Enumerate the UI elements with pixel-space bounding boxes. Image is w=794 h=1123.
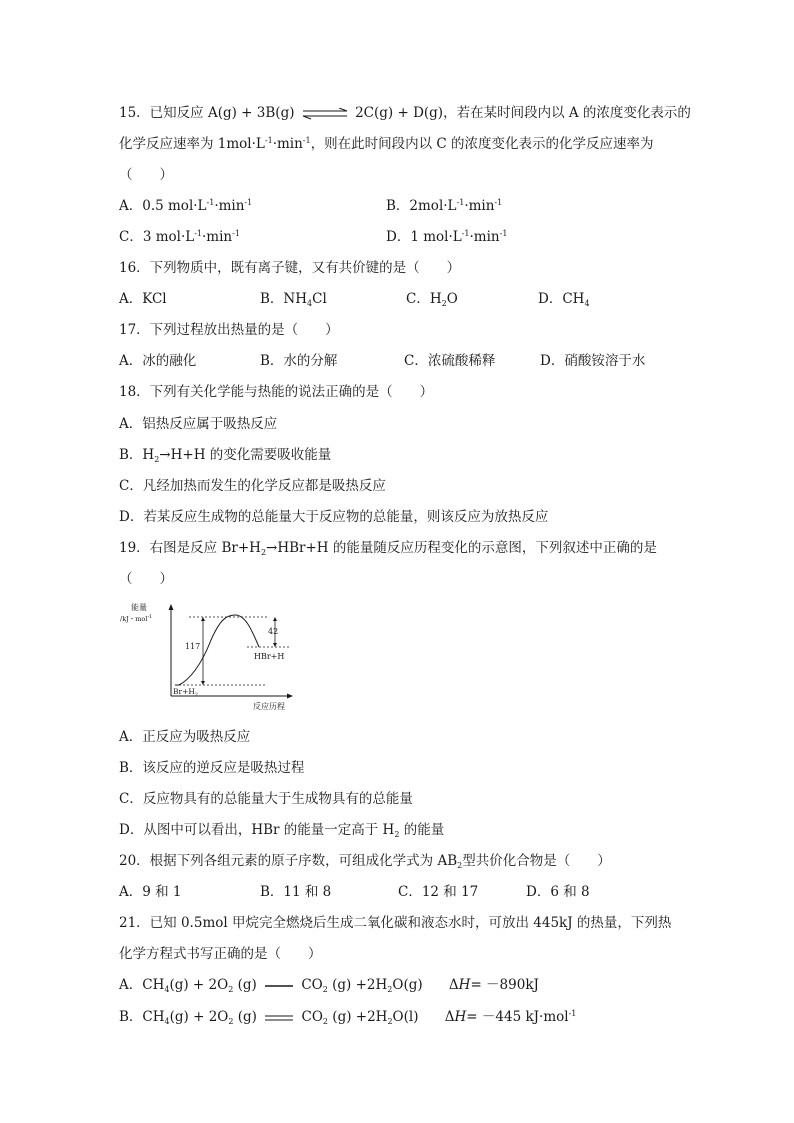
subscript: 2 xyxy=(387,985,393,994)
option-text: B．H xyxy=(119,447,155,463)
q15-option-d[interactable] xyxy=(386,229,507,245)
enthalpy-value: = －445 kJ·mol xyxy=(466,1009,569,1025)
option-text: D．1 mol·L xyxy=(386,229,462,245)
q19-option-a[interactable]: A．正反应为吸热反应 xyxy=(119,729,251,745)
superscript: -1 xyxy=(568,1009,577,1018)
q16-option-a[interactable]: A．KCl xyxy=(119,291,167,307)
delta-h: ΔH xyxy=(448,977,471,993)
q15-line-2 xyxy=(119,136,654,152)
x-axis-label: 反应历程 xyxy=(253,702,285,711)
q21-option-a[interactable] xyxy=(119,977,539,993)
q15-text: 15．已知反应 A(g) + 3B(g) xyxy=(119,105,295,121)
option-text: C．H xyxy=(406,291,442,307)
reactant-text: Br+H xyxy=(173,687,195,696)
q20-option-b[interactable]: B．11 和 8 xyxy=(260,884,332,900)
option-text: A．CH xyxy=(119,977,165,993)
superscript: -1 xyxy=(194,229,203,238)
subscript: 4 xyxy=(584,299,590,308)
q19-option-c[interactable]: C．反应物具有的总能量大于生成物具有的总能量 xyxy=(119,791,413,807)
equals-sign-icon xyxy=(261,1014,297,1022)
q19-option-d[interactable] xyxy=(119,822,444,838)
q20-text: 型共价化合物是（ ） xyxy=(462,853,611,869)
option-text: ·min xyxy=(202,229,233,245)
option-text: (g) + 2O xyxy=(169,1009,229,1025)
y-axis-label: 能量 xyxy=(131,603,147,612)
arrow-head-icon xyxy=(201,681,205,685)
superscript: -1 xyxy=(499,229,508,238)
arrow-head-icon xyxy=(201,617,205,621)
value-42: 42 xyxy=(268,627,279,636)
subscript: 4 xyxy=(164,985,170,994)
superscript: -1 xyxy=(264,136,273,145)
equals-line-icon xyxy=(261,982,297,990)
option-text: ·min xyxy=(214,198,245,214)
subscript: 2 xyxy=(441,299,447,308)
option-text: B．NH xyxy=(260,291,308,307)
option-text: D．从图中可以看出，HBr 的能量一定高于 H xyxy=(119,822,395,838)
q20-text: 20．根据下列各组元素的原子序数，可组成化学式为 AB xyxy=(119,853,458,869)
option-text: (g) +2H xyxy=(328,1009,388,1025)
y-axis-arrow-icon xyxy=(169,604,174,610)
subscript: 2 xyxy=(394,830,400,839)
q17-option-a[interactable]: A．冰的融化 xyxy=(119,353,197,369)
superscript: -1 xyxy=(461,229,470,238)
value-117: 117 xyxy=(185,642,201,651)
q17-option-d[interactable]: D．硝酸铵溶于水 xyxy=(540,353,646,369)
option-text: O(l) xyxy=(392,1009,419,1025)
q15-paren: （ ） xyxy=(119,167,173,183)
q16-option-c[interactable] xyxy=(406,291,458,307)
q19-paren: （ ） xyxy=(119,571,173,587)
q15-text: ·min xyxy=(272,136,303,152)
q16-stem: 16．下列物质中，既有离子键，又有共价键的是（ ） xyxy=(119,260,461,276)
option-text: D．CH xyxy=(538,291,585,307)
reversible-arrow-icon xyxy=(299,108,351,120)
option-text: (g) xyxy=(233,1009,257,1025)
arrow-head-icon xyxy=(273,617,277,621)
subscript: 2 xyxy=(387,1017,393,1026)
q18-stem: 18．下列有关化学能与热能的说法正确的是（ ） xyxy=(119,384,434,400)
option-text: CO xyxy=(297,977,323,993)
q18-option-d[interactable]: D．若某反应生成物的总能量大于反应物的总能量，则该反应为放热反应 xyxy=(119,509,549,525)
q15-option-a[interactable] xyxy=(119,198,252,214)
q21-line-1: 21．已知 0.5mol 甲烷完全燃烧后生成二氧化碳和液态水时，可放出 445kJ 的热量，下列热 xyxy=(119,915,672,931)
option-text: →H+H 的变化需要吸收能量 xyxy=(159,447,332,463)
subscript: 2 xyxy=(322,985,328,994)
subscript: 4 xyxy=(307,299,313,308)
q20-stem xyxy=(119,853,611,869)
q18-option-b[interactable] xyxy=(119,447,331,463)
q15-text: ，则在此时间段内以 C 的浓度变化表示的化学反应速率为 xyxy=(310,136,654,152)
q19-text: 19．右图是反应 Br+H xyxy=(119,540,261,556)
energy-diagram xyxy=(119,600,299,712)
q16-option-b[interactable] xyxy=(260,291,327,307)
q15-option-b[interactable] xyxy=(386,198,502,214)
option-text: Cl xyxy=(312,291,327,307)
subscript: 2 xyxy=(154,455,160,464)
y-axis-unit-text: /kJ・mol xyxy=(120,615,148,623)
q15-text: 2C(g) + D(g)，若在某时间段内以 A 的浓度变化表示的 xyxy=(355,105,691,121)
q18-option-a[interactable]: A．铝热反应属于吸热反应 xyxy=(119,416,278,432)
q20-option-c[interactable]: C．12 和 17 xyxy=(398,884,479,900)
x-axis-arrow-icon xyxy=(287,694,293,699)
q18-option-c[interactable]: C．凡经加热而发生的化学反应都是吸热反应 xyxy=(119,478,386,494)
option-text: A．0.5 mol·L xyxy=(119,198,207,214)
option-text: (g) + 2O xyxy=(169,977,229,993)
option-text: ·min xyxy=(469,229,500,245)
option-text: O xyxy=(446,291,458,307)
q17-option-c[interactable]: C．浓硫酸稀释 xyxy=(404,353,496,369)
subscript: 4 xyxy=(164,1017,170,1026)
option-text: (g) +2H xyxy=(327,977,388,993)
subscript: 2 xyxy=(228,1017,234,1026)
superscript: -1 xyxy=(244,198,253,207)
product-label: HBr+H xyxy=(254,652,285,661)
option-text: B．2mol·L xyxy=(386,198,457,214)
q21-option-b[interactable] xyxy=(119,1009,576,1025)
option-text: O(g) xyxy=(392,977,423,993)
q15-text: 化学反应速率为 1mol·L xyxy=(119,136,265,152)
superscript: -1 xyxy=(302,136,311,145)
subscript: 2 xyxy=(228,985,234,994)
option-text: CO xyxy=(297,1009,323,1025)
option-text: B．CH xyxy=(119,1009,165,1025)
option-text: 的能量 xyxy=(399,822,445,838)
q15-line-1 xyxy=(119,105,691,121)
option-text: ·min xyxy=(464,198,495,214)
superscript: -1 xyxy=(232,229,240,238)
subscript: 2 xyxy=(194,692,199,698)
arrow-head-icon xyxy=(273,643,277,647)
y-axis-unit xyxy=(120,614,152,623)
q15-option-c[interactable] xyxy=(119,229,240,245)
subscript: 2 xyxy=(322,1017,329,1026)
option-text: (g) xyxy=(233,977,257,993)
superscript: -1 xyxy=(147,614,153,620)
subscript: 2 xyxy=(260,548,267,557)
delta-h: ΔH xyxy=(444,1009,467,1025)
enthalpy-value: = －890kJ xyxy=(470,977,539,993)
option-text: C．3 mol·L xyxy=(119,229,195,245)
superscript: -1 xyxy=(494,198,503,207)
q19-stem xyxy=(119,540,657,556)
q19-option-b[interactable]: B．该反应的逆反应是吸热过程 xyxy=(119,760,305,776)
q21-line-2: 化学方程式书写正确的是（ ） xyxy=(119,946,322,962)
superscript: -1 xyxy=(456,198,465,207)
q16-option-d[interactable] xyxy=(538,291,590,307)
q20-option-a[interactable]: A．9 和 1 xyxy=(119,884,182,900)
q20-option-d[interactable]: D．6 和 8 xyxy=(526,884,590,900)
q19-text: →HBr+H 的能量随反应历程变化的示意图，下列叙述中正确的是 xyxy=(266,540,657,556)
superscript: -1 xyxy=(206,198,215,207)
q17-option-b[interactable]: B．水的分解 xyxy=(260,353,338,369)
q17-stem: 17．下列过程放出热量的是（ ） xyxy=(119,322,339,338)
subscript: 2 xyxy=(457,861,463,870)
